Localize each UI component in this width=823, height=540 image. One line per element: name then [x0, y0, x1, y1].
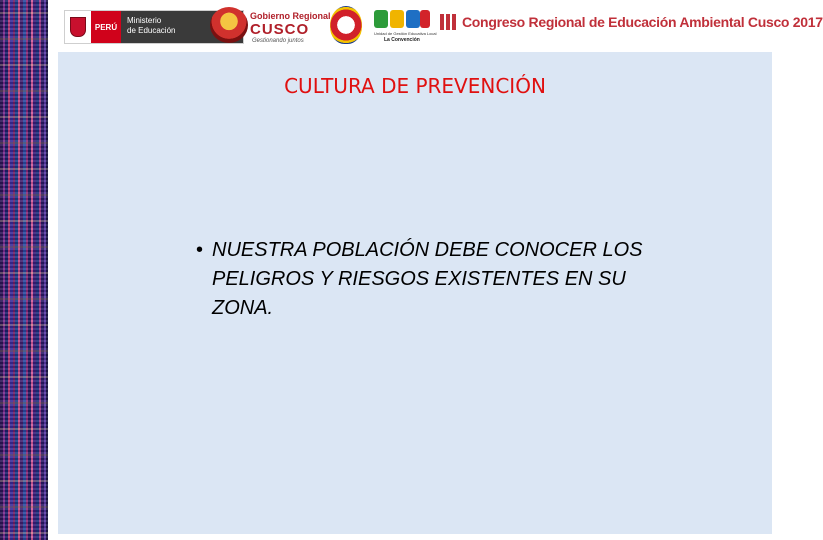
- bullet-item: [188, 236, 648, 323]
- cusco-line-1: Gobierno Regional: [250, 11, 331, 21]
- header-logo-strip: [48, 0, 823, 52]
- slide-title: CULTURA DE PREVENCIÓN: [284, 74, 546, 98]
- bullet-list: [188, 236, 648, 323]
- cusco-line-3: Gestionando juntos: [252, 38, 304, 44]
- peru-label: PERÚ: [91, 11, 121, 43]
- congress-banner: [440, 14, 823, 30]
- figure-green-icon: [374, 10, 388, 28]
- figure-yellow-icon: [390, 10, 404, 28]
- ugel-small-text: Unidad de Gestión Educativa Local: [374, 31, 437, 36]
- cusco-emblem-icon: [210, 7, 248, 43]
- institution-seal-icon: [330, 6, 362, 44]
- roman-three-icon: [440, 14, 456, 30]
- congress-title: Congreso Regional de Educación Ambiental Cusco 2017: [462, 14, 823, 30]
- minedu-line-2: de Educación: [127, 26, 176, 35]
- bullet-text: NUESTRA POBLACIÓN DEBE CONOCER LOS PELIGROS Y RIESGOS EXISTENTES EN SU ZONA.: [212, 239, 643, 319]
- minedu-line-1: Ministerio: [127, 16, 162, 25]
- cusco-regional-logo: [208, 3, 331, 47]
- bullet-marker: •: [196, 239, 204, 261]
- slide-panel: [58, 52, 772, 534]
- ugel-logo: [370, 8, 437, 44]
- figure-red-icon: [420, 10, 430, 28]
- cusco-line-2: CUSCO: [250, 21, 310, 38]
- ugel-name: La Convención: [384, 37, 420, 43]
- peru-shield-icon: [65, 11, 91, 43]
- woven-textile-border: [0, 0, 48, 540]
- figure-blue-icon: [406, 10, 420, 28]
